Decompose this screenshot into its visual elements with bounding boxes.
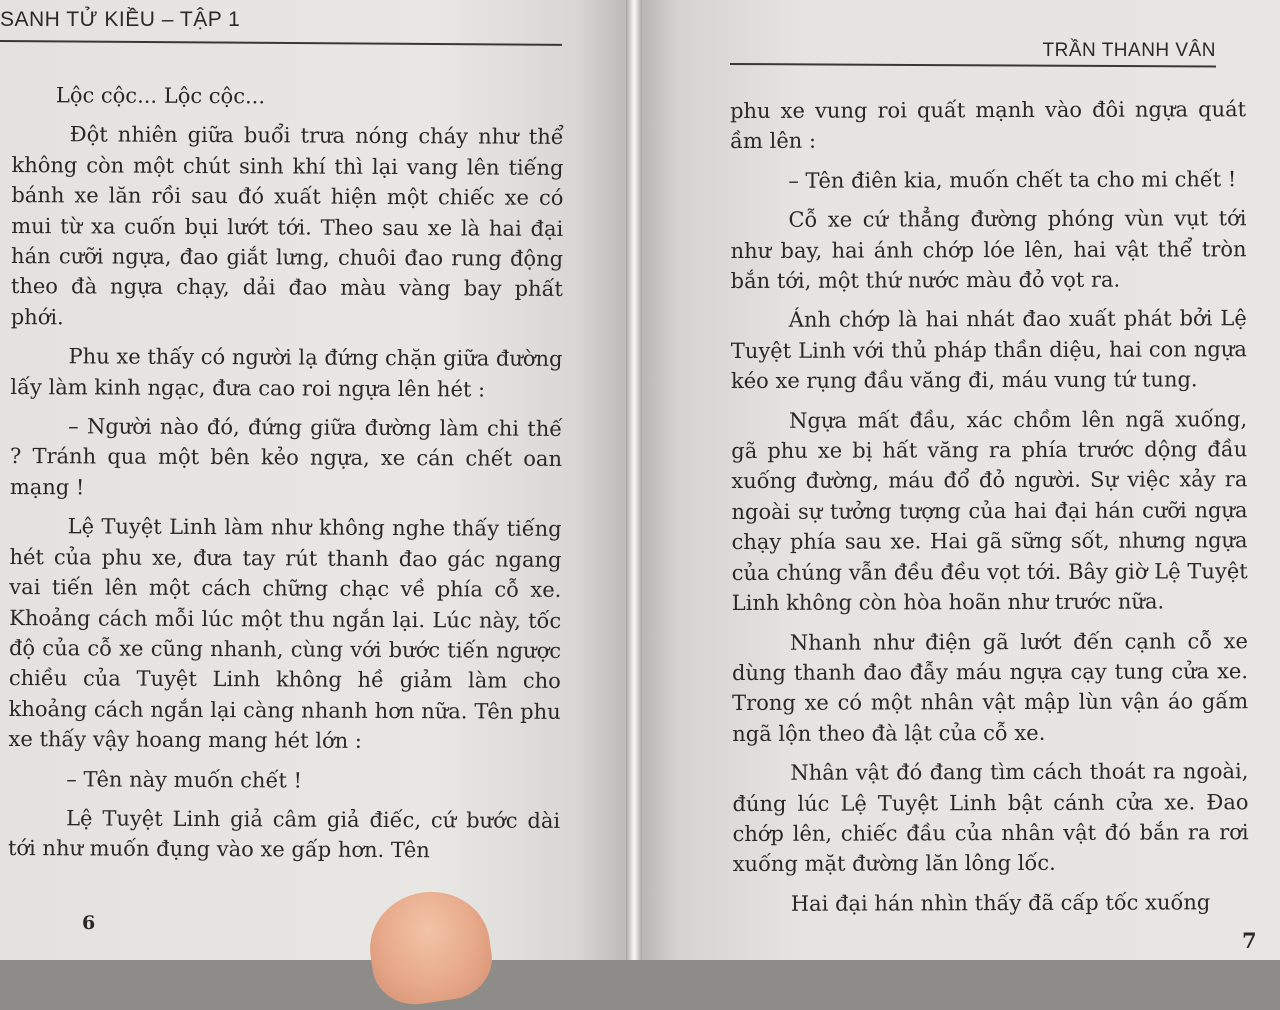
- dialogue-line: – Người nào đó, đứng giữa đường làm chi thế ? Tránh qua một bên kẻo ngựa, xe cán chết oan mạng !: [9, 414, 563, 500]
- paragraph: Cỗ xe cứ thẳng đường phóng vùn vụt tới như bay, hai ánh chớp lóe lên, hai vật thể tròn bắn tới, một thứ nước màu đỏ vọt ra.: [730, 206, 1247, 294]
- paragraph: Nhân vật đó đang tìm cách thoát ra ngoài, đúng lúc Lệ Tuyệt Linh bật cánh cửa xe. Đao chớp lên, chiếc đầu của nhân vật đó bắn ra rơi xuống mặt đường lăn lông lốc.: [732, 759, 1249, 877]
- running-head-right: TRẦN THANH VÂN: [1042, 40, 1216, 61]
- paragraph: phu xe vung roi quất mạnh vào đôi ngựa quát ầm lên :: [730, 97, 1247, 154]
- paragraph: Phu xe thấy có người lạ đứng chặn giữa đường lấy làm kinh ngạc, đưa cao roi ngựa lên hét :: [10, 344, 563, 402]
- dialogue-line: – Tên điên kia, muốn chết ta cho mi chết !: [788, 167, 1237, 193]
- left-page: [0, 0, 626, 960]
- header-rule-right: [730, 63, 1216, 68]
- page-number-left: 6: [82, 912, 96, 934]
- left-page-body: [8, 80, 564, 876]
- paragraph: Lộc cộc... Lộc cộc...: [55, 83, 266, 109]
- paragraph: Lệ Tuyệt Linh làm như không nghe thấy tiếng hét của phu xe, đưa tay rút thanh đao gác ngang vai tiến lên một cách chững chạc về phía cỗ xe. Khoảng cách mỗi lúc một thu ngắn lại. Lúc này, tốc độ của cỗ xe cũng nhanh, cùng với bước tiến ngược chiều của Tuyệt Linh không hề giảm làm cho khoảng cách ngắn lại càng nhanh hơn nữa. Tên phu xe thấy vậy hoang mang hét lớn :: [8, 514, 562, 753]
- page-number-right: 7: [1242, 928, 1257, 953]
- right-page: [642, 0, 1280, 960]
- paragraph: Lệ Tuyệt Linh giả câm giả điếc, cứ bước dài tới như muốn đụng vào xe gấp hơn. Tên: [7, 806, 561, 863]
- paragraph: Nhanh như điện gã lướt đến cạnh cỗ xe dùng thanh đao đẫy máu ngựa cạy tung cửa xe. Trong xe có một nhân vật mập lùn vận áo gấm ngã lộn theo đà lật của cỗ xe.: [731, 628, 1249, 746]
- book-gutter: [626, 0, 642, 960]
- header-rule-left: [0, 40, 562, 46]
- paragraph: Ngựa mất đầu, xác chồm lên ngã xuống, gã phu xe bị hất văng ra phía trước dộng đầu xuống đường, máu đổ đỏ người. Sự việc xảy ra ngoài sự tưởng tượng của hai đại hán cưỡi ngựa chạy phía sau xe. Hai gã sững sốt, nhưng ngựa của chúng vẫn đều đều vọt tới. Bây giờ Lệ Tuyệt Linh không còn hòa hoãn như trước nữa.: [731, 406, 1248, 616]
- paragraph: Đột nhiên giữa buổi trưa nóng cháy như thể không còn một chút sinh khí thì lại vang lên tiếng bánh xe lăn rồi sau đó xuất hiện một chiếc xe có mui từ xa cuốn bụi lướt tới. Theo sau xe là hai đại hán cưỡi ngựa, đao giắt lưng, chuôi đao rung động theo đà ngựa chạy, dải đao màu vàng bay phất phới.: [10, 122, 564, 330]
- dialogue-line: – Tên này muốn chết !: [66, 766, 303, 793]
- running-head-left: SANH TỬ KIỀU – TẬP 1: [0, 8, 241, 31]
- right-page-body: [730, 94, 1249, 928]
- paragraph: Hai đại hán nhìn thấy đã cấp tốc xuống: [790, 890, 1211, 916]
- paragraph: Ánh chớp là hai nhát đao xuất phát bởi Lệ Tuyệt Linh với thủ pháp thần diệu, hai con ngựa kéo xe rụng đầu văng đi, máu vung tứ tung.: [730, 306, 1247, 394]
